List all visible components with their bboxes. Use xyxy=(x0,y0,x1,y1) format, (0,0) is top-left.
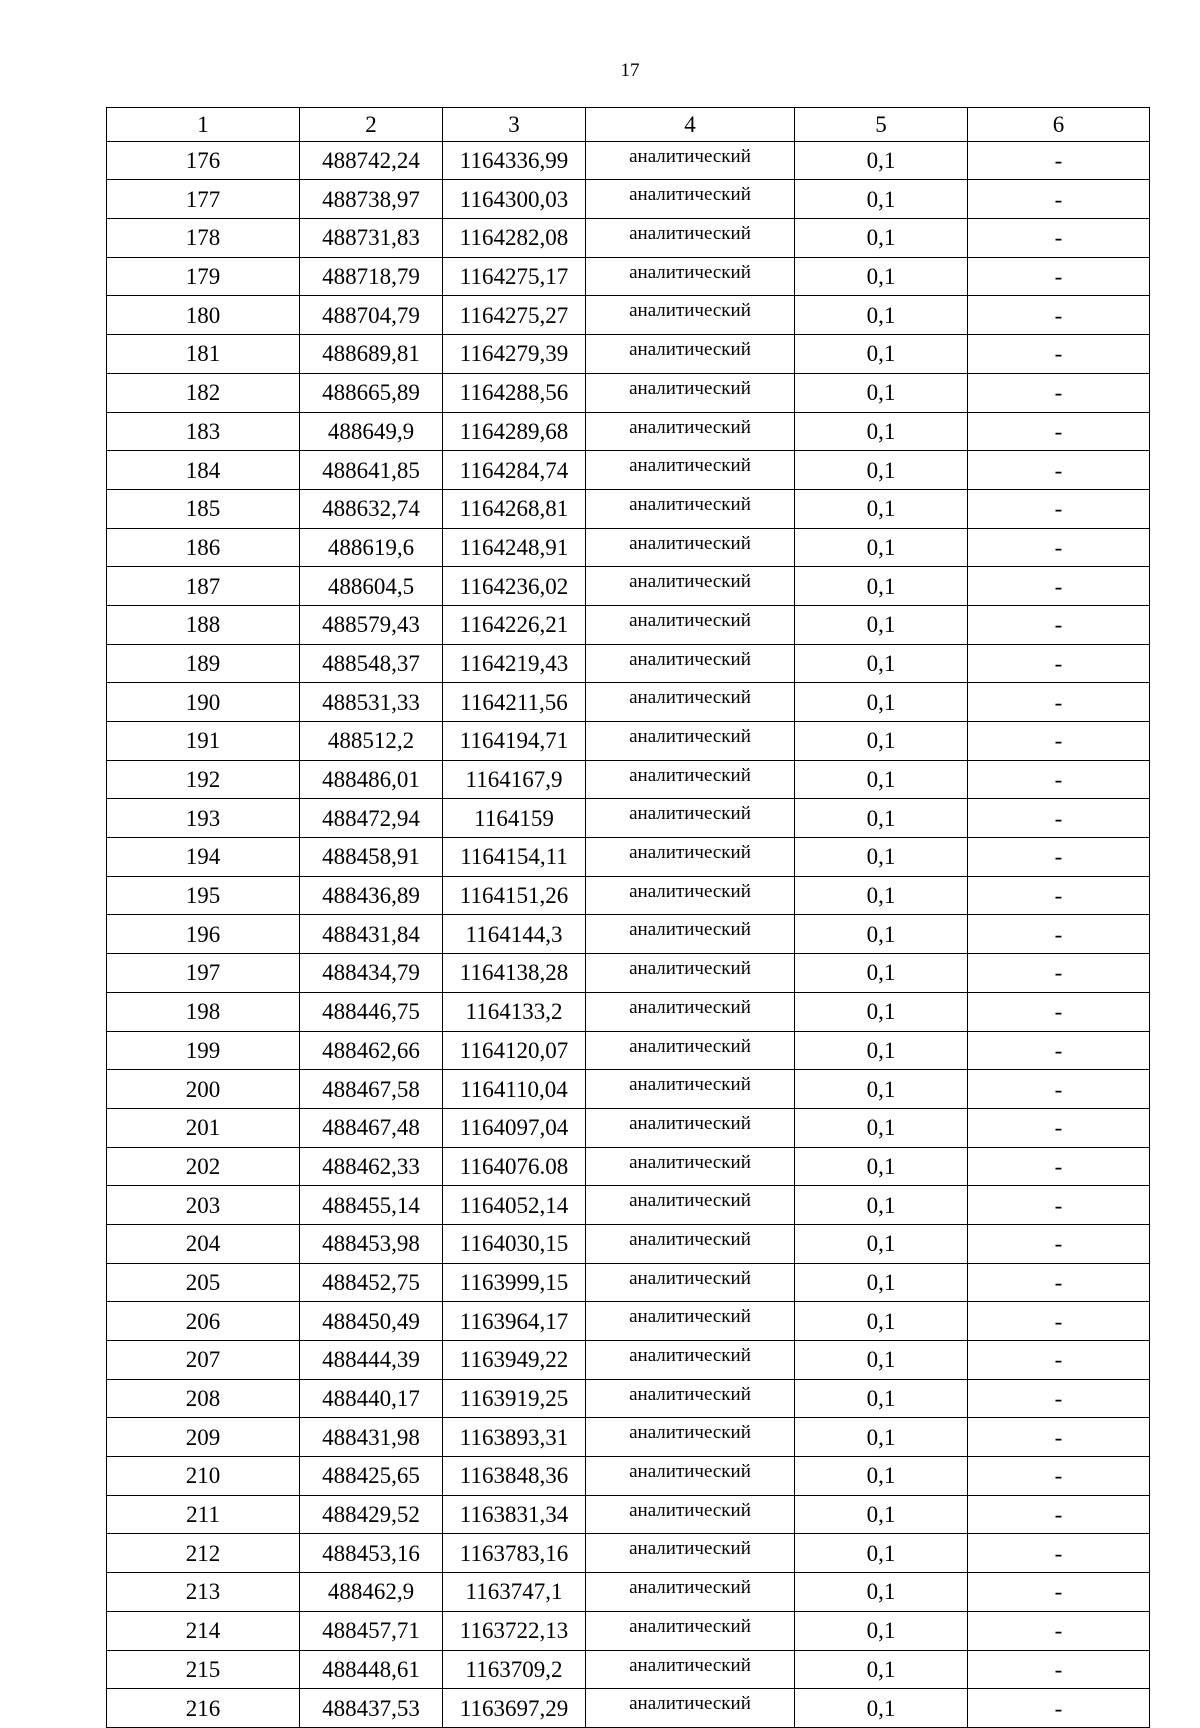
point-number-cell: 212 xyxy=(107,1534,300,1573)
note-cell: - xyxy=(968,722,1150,761)
page-number: 17 xyxy=(620,60,640,81)
note-cell: - xyxy=(968,1650,1150,1689)
method-cell: аналитический xyxy=(586,1573,795,1612)
x-coordinate-cell: 488437,53 xyxy=(300,1689,443,1728)
accuracy-cell: 0,1 xyxy=(795,1495,968,1534)
method-cell: аналитический xyxy=(586,219,795,258)
accuracy-cell: 0,1 xyxy=(795,1611,968,1650)
x-coordinate-cell: 488531,33 xyxy=(300,683,443,722)
point-number-cell: 196 xyxy=(107,915,300,954)
table-row xyxy=(107,1689,1150,1728)
method-cell: аналитический xyxy=(586,1186,795,1225)
accuracy-cell: 0,1 xyxy=(795,180,968,219)
y-coordinate-cell: 1164248,91 xyxy=(443,528,586,567)
method-cell: аналитический xyxy=(586,1457,795,1496)
table-row xyxy=(107,838,1150,877)
point-number-cell: 177 xyxy=(107,180,300,219)
x-coordinate-cell: 488665,89 xyxy=(300,373,443,412)
accuracy-cell: 0,1 xyxy=(795,799,968,838)
table-row xyxy=(107,1108,1150,1147)
note-cell: - xyxy=(968,992,1150,1031)
point-number-cell: 210 xyxy=(107,1457,300,1496)
accuracy-cell: 0,1 xyxy=(795,528,968,567)
accuracy-cell: 0,1 xyxy=(795,1534,968,1573)
y-coordinate-cell: 1164300,03 xyxy=(443,180,586,219)
y-coordinate-cell: 1164288,56 xyxy=(443,373,586,412)
note-cell: - xyxy=(968,1186,1150,1225)
accuracy-cell: 0,1 xyxy=(795,1186,968,1225)
method-cell: аналитический xyxy=(586,1224,795,1263)
header-cell: 6 xyxy=(968,108,1150,142)
note-cell: - xyxy=(968,1108,1150,1147)
method-cell: аналитический xyxy=(586,876,795,915)
accuracy-cell: 0,1 xyxy=(795,760,968,799)
point-number-cell: 190 xyxy=(107,683,300,722)
x-coordinate-cell: 488458,91 xyxy=(300,838,443,877)
method-cell: аналитический xyxy=(586,954,795,993)
x-coordinate-cell: 488467,48 xyxy=(300,1108,443,1147)
note-cell: - xyxy=(968,760,1150,799)
x-coordinate-cell: 488512,2 xyxy=(300,722,443,761)
method-cell: аналитический xyxy=(586,760,795,799)
y-coordinate-cell: 1164194,71 xyxy=(443,722,586,761)
note-cell: - xyxy=(968,528,1150,567)
accuracy-cell: 0,1 xyxy=(795,1418,968,1457)
table-row xyxy=(107,1418,1150,1457)
x-coordinate-cell: 488486,01 xyxy=(300,760,443,799)
accuracy-cell: 0,1 xyxy=(795,1457,968,1496)
table-row xyxy=(107,799,1150,838)
y-coordinate-cell: 1163722,13 xyxy=(443,1611,586,1650)
method-cell: аналитический xyxy=(586,915,795,954)
point-number-cell: 202 xyxy=(107,1147,300,1186)
x-coordinate-cell: 488450,49 xyxy=(300,1302,443,1341)
header-cell: 5 xyxy=(795,108,968,142)
point-number-cell: 209 xyxy=(107,1418,300,1457)
note-cell: - xyxy=(968,296,1150,335)
point-number-cell: 214 xyxy=(107,1611,300,1650)
table-row xyxy=(107,1147,1150,1186)
note-cell: - xyxy=(968,1070,1150,1109)
point-number-cell: 201 xyxy=(107,1108,300,1147)
x-coordinate-cell: 488718,79 xyxy=(300,257,443,296)
point-number-cell: 200 xyxy=(107,1070,300,1109)
y-coordinate-cell: 1163848,36 xyxy=(443,1457,586,1496)
point-number-cell: 187 xyxy=(107,567,300,606)
x-coordinate-cell: 488462,66 xyxy=(300,1031,443,1070)
table-row xyxy=(107,335,1150,374)
point-number-cell: 182 xyxy=(107,373,300,412)
coordinates-table xyxy=(106,107,1150,1728)
note-cell: - xyxy=(968,1263,1150,1302)
y-coordinate-cell: 1163964,17 xyxy=(443,1302,586,1341)
table-row xyxy=(107,1186,1150,1225)
x-coordinate-cell: 488452,75 xyxy=(300,1263,443,1302)
method-cell: аналитический xyxy=(586,1534,795,1573)
x-coordinate-cell: 488457,71 xyxy=(300,1611,443,1650)
x-coordinate-cell: 488453,16 xyxy=(300,1534,443,1573)
table-row xyxy=(107,760,1150,799)
note-cell: - xyxy=(968,373,1150,412)
y-coordinate-cell: 1164097,04 xyxy=(443,1108,586,1147)
table-row xyxy=(107,412,1150,451)
method-cell: аналитический xyxy=(586,296,795,335)
point-number-cell: 197 xyxy=(107,954,300,993)
note-cell: - xyxy=(968,954,1150,993)
accuracy-cell: 0,1 xyxy=(795,954,968,993)
y-coordinate-cell: 1164052,14 xyxy=(443,1186,586,1225)
table-row xyxy=(107,644,1150,683)
accuracy-cell: 0,1 xyxy=(795,1650,968,1689)
accuracy-cell: 0,1 xyxy=(795,1263,968,1302)
point-number-cell: 193 xyxy=(107,799,300,838)
y-coordinate-cell: 1163709,2 xyxy=(443,1650,586,1689)
y-coordinate-cell: 1164133,2 xyxy=(443,992,586,1031)
x-coordinate-cell: 488579,43 xyxy=(300,605,443,644)
point-number-cell: 198 xyxy=(107,992,300,1031)
y-coordinate-cell: 1163831,34 xyxy=(443,1495,586,1534)
note-cell: - xyxy=(968,838,1150,877)
y-coordinate-cell: 1164138,28 xyxy=(443,954,586,993)
table-row xyxy=(107,1457,1150,1496)
x-coordinate-cell: 488440,17 xyxy=(300,1379,443,1418)
y-coordinate-cell: 1164219,43 xyxy=(443,644,586,683)
x-coordinate-cell: 488453,98 xyxy=(300,1224,443,1263)
y-coordinate-cell: 1163999,15 xyxy=(443,1263,586,1302)
header-cell: 1 xyxy=(107,108,300,142)
x-coordinate-cell: 488689,81 xyxy=(300,335,443,374)
method-cell: аналитический xyxy=(586,1070,795,1109)
accuracy-cell: 0,1 xyxy=(795,141,968,180)
method-cell: аналитический xyxy=(586,992,795,1031)
method-cell: аналитический xyxy=(586,335,795,374)
point-number-cell: 211 xyxy=(107,1495,300,1534)
method-cell: аналитический xyxy=(586,1689,795,1728)
note-cell: - xyxy=(968,1379,1150,1418)
method-cell: аналитический xyxy=(586,799,795,838)
y-coordinate-cell: 1164289,68 xyxy=(443,412,586,451)
point-number-cell: 216 xyxy=(107,1689,300,1728)
x-coordinate-cell: 488467,58 xyxy=(300,1070,443,1109)
y-coordinate-cell: 1164282,08 xyxy=(443,219,586,258)
table-row xyxy=(107,1534,1150,1573)
accuracy-cell: 0,1 xyxy=(795,644,968,683)
method-cell: аналитический xyxy=(586,838,795,877)
table-row xyxy=(107,1341,1150,1380)
table-row xyxy=(107,1611,1150,1650)
note-cell: - xyxy=(968,799,1150,838)
point-number-cell: 194 xyxy=(107,838,300,877)
table-row xyxy=(107,1495,1150,1534)
method-cell: аналитический xyxy=(586,1495,795,1534)
y-coordinate-cell: 1164076.08 xyxy=(443,1147,586,1186)
point-number-cell: 195 xyxy=(107,876,300,915)
method-cell: аналитический xyxy=(586,722,795,761)
table-row xyxy=(107,876,1150,915)
method-cell: аналитический xyxy=(586,180,795,219)
point-number-cell: 179 xyxy=(107,257,300,296)
table-row xyxy=(107,296,1150,335)
method-cell: аналитический xyxy=(586,257,795,296)
y-coordinate-cell: 1163697,29 xyxy=(443,1689,586,1728)
table-row xyxy=(107,722,1150,761)
x-coordinate-cell: 488434,79 xyxy=(300,954,443,993)
y-coordinate-cell: 1164151,26 xyxy=(443,876,586,915)
y-coordinate-cell: 1164167,9 xyxy=(443,760,586,799)
method-cell: аналитический xyxy=(586,683,795,722)
x-coordinate-cell: 488731,83 xyxy=(300,219,443,258)
x-coordinate-cell: 488429,52 xyxy=(300,1495,443,1534)
table-row xyxy=(107,992,1150,1031)
header-row xyxy=(107,108,1150,142)
x-coordinate-cell: 488462,33 xyxy=(300,1147,443,1186)
y-coordinate-cell: 1164275,27 xyxy=(443,296,586,335)
table-row xyxy=(107,954,1150,993)
accuracy-cell: 0,1 xyxy=(795,451,968,490)
method-cell: аналитический xyxy=(586,1341,795,1380)
accuracy-cell: 0,1 xyxy=(795,296,968,335)
x-coordinate-cell: 488444,39 xyxy=(300,1341,443,1380)
method-cell: аналитический xyxy=(586,1147,795,1186)
accuracy-cell: 0,1 xyxy=(795,992,968,1031)
table-row xyxy=(107,219,1150,258)
method-cell: аналитический xyxy=(586,1611,795,1650)
method-cell: аналитический xyxy=(586,1263,795,1302)
note-cell: - xyxy=(968,1495,1150,1534)
note-cell: - xyxy=(968,605,1150,644)
x-coordinate-cell: 488738,97 xyxy=(300,180,443,219)
table-header xyxy=(107,108,1150,142)
method-cell: аналитический xyxy=(586,528,795,567)
point-number-cell: 183 xyxy=(107,412,300,451)
note-cell: - xyxy=(968,1457,1150,1496)
table-row xyxy=(107,451,1150,490)
table-row xyxy=(107,1070,1150,1109)
x-coordinate-cell: 488704,79 xyxy=(300,296,443,335)
note-cell: - xyxy=(968,876,1150,915)
table-row xyxy=(107,1302,1150,1341)
x-coordinate-cell: 488431,84 xyxy=(300,915,443,954)
y-coordinate-cell: 1164226,21 xyxy=(443,605,586,644)
note-cell: - xyxy=(968,219,1150,258)
y-coordinate-cell: 1163747,1 xyxy=(443,1573,586,1612)
y-coordinate-cell: 1164211,56 xyxy=(443,683,586,722)
point-number-cell: 205 xyxy=(107,1263,300,1302)
point-number-cell: 207 xyxy=(107,1341,300,1380)
accuracy-cell: 0,1 xyxy=(795,567,968,606)
x-coordinate-cell: 488436,89 xyxy=(300,876,443,915)
x-coordinate-cell: 488619,6 xyxy=(300,528,443,567)
method-cell: аналитический xyxy=(586,1650,795,1689)
accuracy-cell: 0,1 xyxy=(795,412,968,451)
point-number-cell: 181 xyxy=(107,335,300,374)
note-cell: - xyxy=(968,451,1150,490)
method-cell: аналитический xyxy=(586,373,795,412)
point-number-cell: 208 xyxy=(107,1379,300,1418)
x-coordinate-cell: 488462,9 xyxy=(300,1573,443,1612)
point-number-cell: 203 xyxy=(107,1186,300,1225)
point-number-cell: 191 xyxy=(107,722,300,761)
method-cell: аналитический xyxy=(586,489,795,528)
x-coordinate-cell: 488425,65 xyxy=(300,1457,443,1496)
note-cell: - xyxy=(968,1302,1150,1341)
x-coordinate-cell: 488448,61 xyxy=(300,1650,443,1689)
header-cell: 4 xyxy=(586,108,795,142)
note-cell: - xyxy=(968,489,1150,528)
accuracy-cell: 0,1 xyxy=(795,1031,968,1070)
y-coordinate-cell: 1164110,04 xyxy=(443,1070,586,1109)
x-coordinate-cell: 488431,98 xyxy=(300,1418,443,1457)
method-cell: аналитический xyxy=(586,605,795,644)
table-row xyxy=(107,567,1150,606)
accuracy-cell: 0,1 xyxy=(795,838,968,877)
note-cell: - xyxy=(968,1689,1150,1728)
y-coordinate-cell: 1164030,15 xyxy=(443,1224,586,1263)
header-cell: 3 xyxy=(443,108,586,142)
x-coordinate-cell: 488472,94 xyxy=(300,799,443,838)
note-cell: - xyxy=(968,1418,1150,1457)
x-coordinate-cell: 488641,85 xyxy=(300,451,443,490)
y-coordinate-cell: 1164275,17 xyxy=(443,257,586,296)
point-number-cell: 215 xyxy=(107,1650,300,1689)
accuracy-cell: 0,1 xyxy=(795,1302,968,1341)
y-coordinate-cell: 1164154,11 xyxy=(443,838,586,877)
method-cell: аналитический xyxy=(586,412,795,451)
header-cell: 2 xyxy=(300,108,443,142)
table-row xyxy=(107,1573,1150,1612)
accuracy-cell: 0,1 xyxy=(795,1573,968,1612)
accuracy-cell: 0,1 xyxy=(795,722,968,761)
x-coordinate-cell: 488649,9 xyxy=(300,412,443,451)
note-cell: - xyxy=(968,1611,1150,1650)
point-number-cell: 189 xyxy=(107,644,300,683)
table-row xyxy=(107,180,1150,219)
method-cell: аналитический xyxy=(586,1302,795,1341)
method-cell: аналитический xyxy=(586,1379,795,1418)
y-coordinate-cell: 1164268,81 xyxy=(443,489,586,528)
method-cell: аналитический xyxy=(586,141,795,180)
accuracy-cell: 0,1 xyxy=(795,1341,968,1380)
table-row xyxy=(107,1650,1150,1689)
point-number-cell: 184 xyxy=(107,451,300,490)
table-row xyxy=(107,489,1150,528)
table-row xyxy=(107,1224,1150,1263)
note-cell: - xyxy=(968,257,1150,296)
y-coordinate-cell: 1164236,02 xyxy=(443,567,586,606)
accuracy-cell: 0,1 xyxy=(795,1108,968,1147)
accuracy-cell: 0,1 xyxy=(795,915,968,954)
y-coordinate-cell: 1164144,3 xyxy=(443,915,586,954)
note-cell: - xyxy=(968,1147,1150,1186)
table-row xyxy=(107,528,1150,567)
table-row xyxy=(107,1379,1150,1418)
table-row xyxy=(107,1263,1150,1302)
accuracy-cell: 0,1 xyxy=(795,1070,968,1109)
method-cell: аналитический xyxy=(586,451,795,490)
accuracy-cell: 0,1 xyxy=(795,335,968,374)
point-number-cell: 186 xyxy=(107,528,300,567)
point-number-cell: 199 xyxy=(107,1031,300,1070)
method-cell: аналитический xyxy=(586,1418,795,1457)
note-cell: - xyxy=(968,1534,1150,1573)
note-cell: - xyxy=(968,141,1150,180)
method-cell: аналитический xyxy=(586,567,795,606)
x-coordinate-cell: 488742,24 xyxy=(300,141,443,180)
note-cell: - xyxy=(968,180,1150,219)
y-coordinate-cell: 1164159 xyxy=(443,799,586,838)
y-coordinate-cell: 1164284,74 xyxy=(443,451,586,490)
point-number-cell: 180 xyxy=(107,296,300,335)
y-coordinate-cell: 1163919,25 xyxy=(443,1379,586,1418)
note-cell: - xyxy=(968,915,1150,954)
x-coordinate-cell: 488632,74 xyxy=(300,489,443,528)
point-number-cell: 178 xyxy=(107,219,300,258)
y-coordinate-cell: 1163893,31 xyxy=(443,1418,586,1457)
y-coordinate-cell: 1164120,07 xyxy=(443,1031,586,1070)
x-coordinate-cell: 488455,14 xyxy=(300,1186,443,1225)
note-cell: - xyxy=(968,567,1150,606)
y-coordinate-cell: 1164336,99 xyxy=(443,141,586,180)
point-number-cell: 192 xyxy=(107,760,300,799)
point-number-cell: 185 xyxy=(107,489,300,528)
note-cell: - xyxy=(968,1573,1150,1612)
note-cell: - xyxy=(968,644,1150,683)
x-coordinate-cell: 488548,37 xyxy=(300,644,443,683)
note-cell: - xyxy=(968,683,1150,722)
table-row xyxy=(107,1031,1150,1070)
table-row xyxy=(107,915,1150,954)
y-coordinate-cell: 1163949,22 xyxy=(443,1341,586,1380)
y-coordinate-cell: 1163783,16 xyxy=(443,1534,586,1573)
method-cell: аналитический xyxy=(586,1108,795,1147)
accuracy-cell: 0,1 xyxy=(795,1224,968,1263)
x-coordinate-cell: 488604,5 xyxy=(300,567,443,606)
table-row xyxy=(107,683,1150,722)
accuracy-cell: 0,1 xyxy=(795,876,968,915)
point-number-cell: 176 xyxy=(107,141,300,180)
note-cell: - xyxy=(968,412,1150,451)
table-body xyxy=(107,141,1150,1727)
accuracy-cell: 0,1 xyxy=(795,257,968,296)
point-number-cell: 206 xyxy=(107,1302,300,1341)
accuracy-cell: 0,1 xyxy=(795,683,968,722)
point-number-cell: 204 xyxy=(107,1224,300,1263)
method-cell: аналитический xyxy=(586,1031,795,1070)
method-cell: аналитический xyxy=(586,644,795,683)
accuracy-cell: 0,1 xyxy=(795,605,968,644)
note-cell: - xyxy=(968,1341,1150,1380)
table-row xyxy=(107,141,1150,180)
note-cell: - xyxy=(968,1224,1150,1263)
accuracy-cell: 0,1 xyxy=(795,1147,968,1186)
y-coordinate-cell: 1164279,39 xyxy=(443,335,586,374)
point-number-cell: 213 xyxy=(107,1573,300,1612)
accuracy-cell: 0,1 xyxy=(795,219,968,258)
note-cell: - xyxy=(968,335,1150,374)
table-row xyxy=(107,373,1150,412)
table-row xyxy=(107,605,1150,644)
x-coordinate-cell: 488446,75 xyxy=(300,992,443,1031)
accuracy-cell: 0,1 xyxy=(795,373,968,412)
table-row xyxy=(107,257,1150,296)
note-cell: - xyxy=(968,1031,1150,1070)
accuracy-cell: 0,1 xyxy=(795,489,968,528)
point-number-cell: 188 xyxy=(107,605,300,644)
accuracy-cell: 0,1 xyxy=(795,1689,968,1728)
accuracy-cell: 0,1 xyxy=(795,1379,968,1418)
